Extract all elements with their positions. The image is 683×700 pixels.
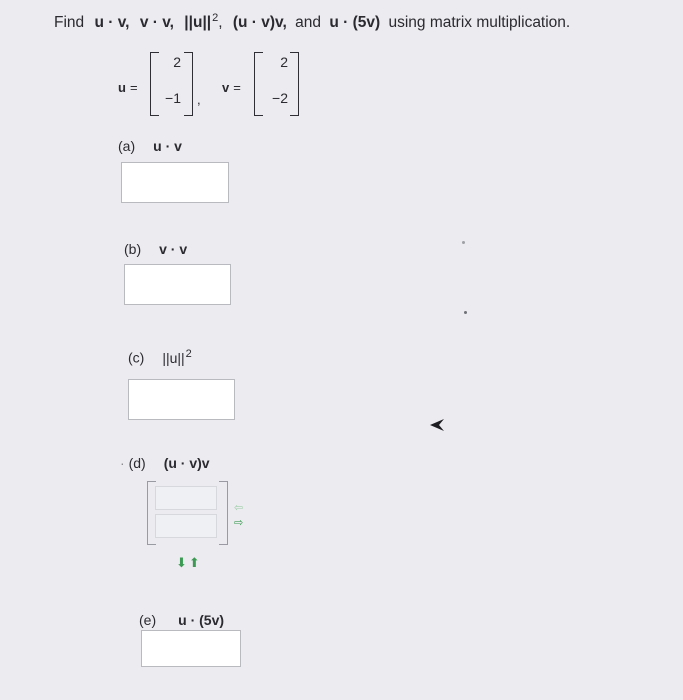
vector-u-label: u = [118, 80, 138, 95]
part-e-label: (e) u · (5v) [139, 612, 225, 628]
vector-v-entry-1: 2 [280, 54, 288, 70]
part-a-label: (a) u · v [118, 138, 182, 154]
vector-u-entry-2: −1 [165, 90, 181, 106]
matrix-cell-1[interactable] [155, 486, 217, 510]
prompt-and: and [295, 14, 322, 32]
prompt-item-vv: v · v, [139, 14, 174, 32]
prompt-item-uvv: (u · v)v, [232, 14, 287, 32]
prompt-item-norm-sup: 2 [212, 12, 219, 24]
prompt-item-u5v: u · (5v) [329, 14, 381, 32]
problem-prompt [54, 12, 570, 32]
matrix-right-bracket [219, 481, 228, 545]
vector-u-comma: , [197, 92, 201, 107]
part-c-answer-input[interactable] [128, 379, 235, 420]
prompt-find: Find [54, 14, 85, 32]
part-c-label: (c) $||u||^2$ [128, 348, 192, 366]
speck [464, 311, 467, 314]
speck [462, 241, 465, 244]
vector-v-right-bracket [290, 52, 299, 116]
part-d-matrix-input [147, 481, 227, 547]
add-column-icon[interactable]: ⇨ [234, 517, 244, 529]
part-e-answer-input[interactable] [141, 630, 241, 667]
vector-u-right-bracket [184, 52, 193, 116]
mouse-cursor-icon [430, 419, 444, 431]
vector-u-entry-1: 2 [173, 54, 181, 70]
matrix-cell-2[interactable] [155, 514, 217, 538]
part-d-label: · (d) (u · v)v [120, 455, 210, 471]
remove-column-icon[interactable]: ⇦ [234, 502, 244, 514]
prompt-item-comma: , [218, 14, 223, 32]
prompt-item-norm: ||u|| [184, 14, 212, 32]
part-b-label: (b) v · v [124, 241, 188, 257]
vector-v-label: v = [222, 80, 241, 95]
row-resize-icon[interactable]: ⬇⬆ [176, 555, 202, 570]
part-a-answer-input[interactable] [121, 162, 229, 203]
prompt-tail: using matrix multiplication. [388, 14, 571, 32]
prompt-item-uv: u · v, [94, 14, 130, 32]
part-b-answer-input[interactable] [124, 264, 231, 305]
vector-v-entry-2: −2 [272, 90, 288, 106]
